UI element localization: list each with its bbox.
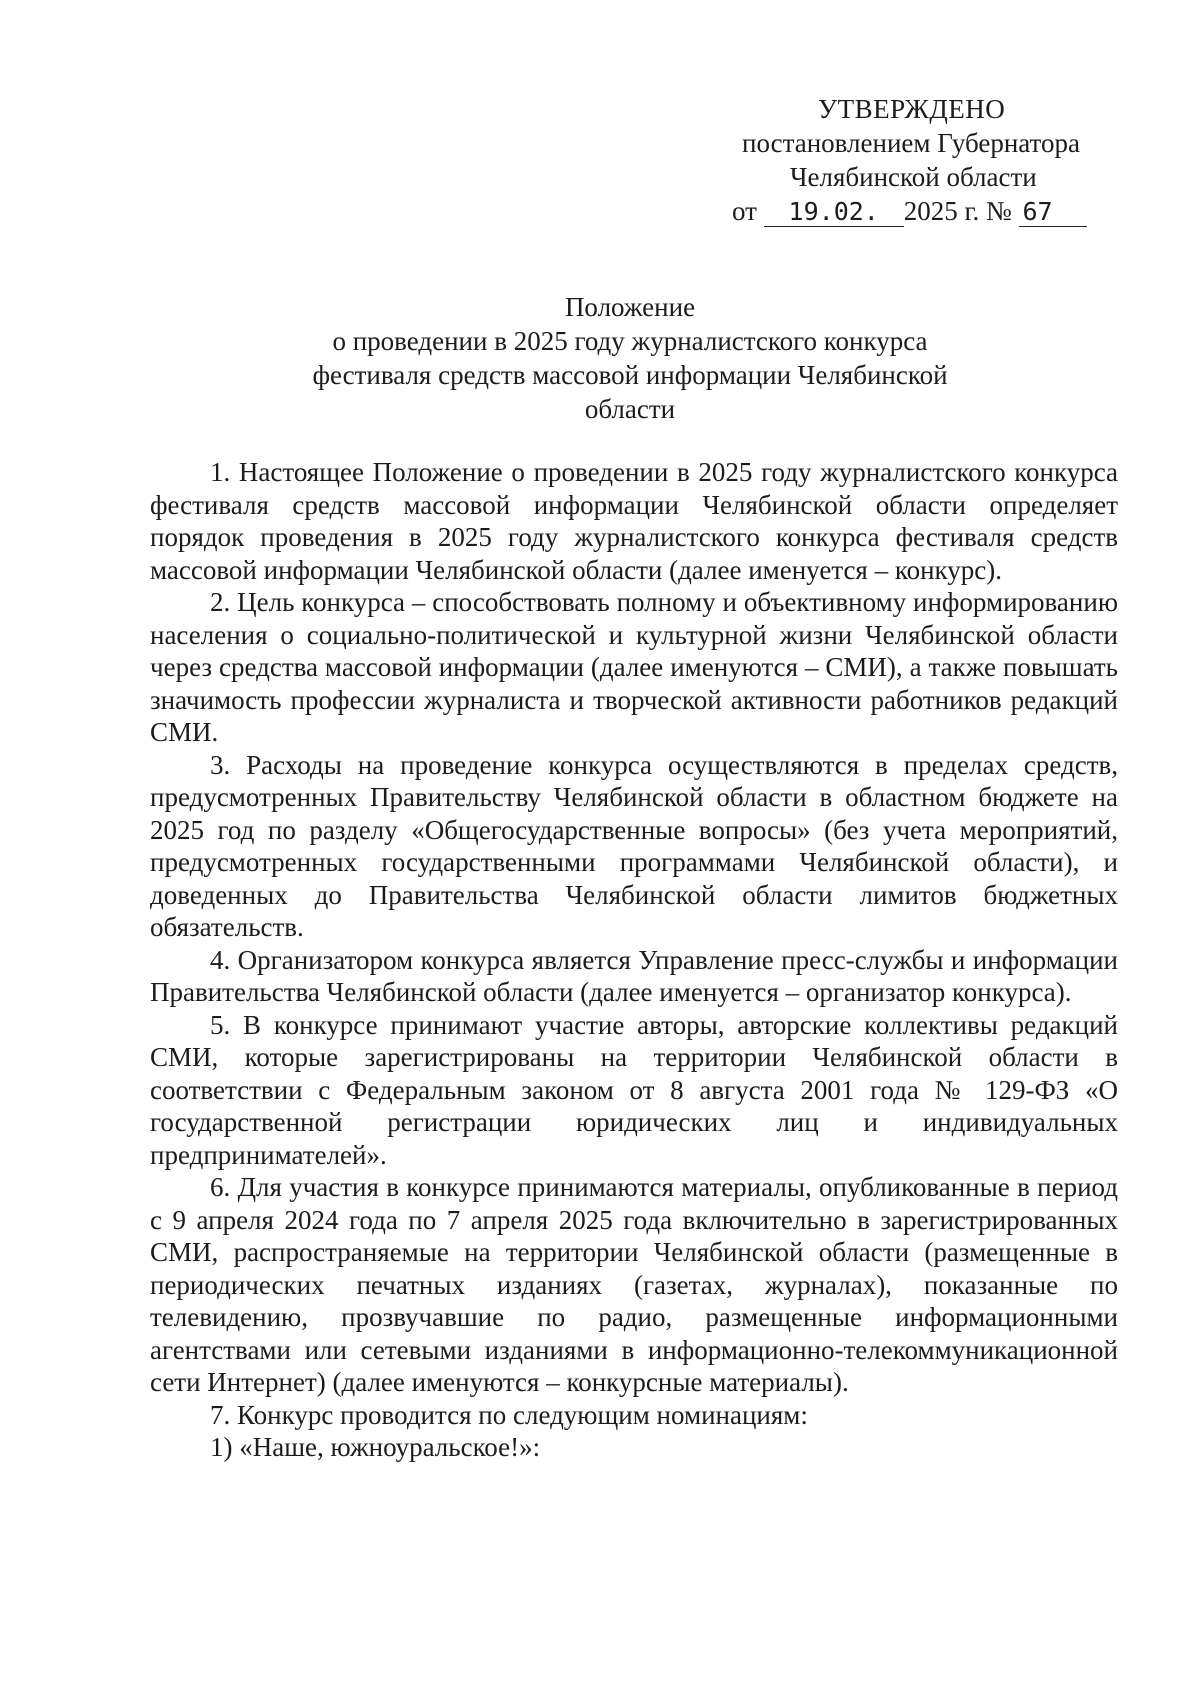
approval-line-2: Челябинской области: [790, 162, 1037, 192]
approval-date: 19.02.: [764, 198, 904, 227]
date-suffix: 2025 г. №: [903, 196, 1012, 226]
date-prefix: от: [732, 196, 757, 226]
paragraph-6: 6. Для участия в конкурсе принимаются материалы, опубликованные в период с 9 апреля 2024 года по 7 апреля 2025 года включительно в зарегистрированных СМИ, распространяемые на территории Челябинской области (размещенные в периодических печатных изданиях (газетах, журналах), показанные по телевидению, прозвучавшие по радио, размещенные информационными агентствами или сетевыми изданиями в информационно-телекоммуникационной сети Интернет) (далее именуются – конкурсные материалы).: [150, 1172, 1118, 1397]
paragraph-7: 7. Конкурс проводится по следующим номинациям:: [210, 1399, 808, 1430]
paragraph-2: 2. Цель конкурса – способствовать полному и объективному информированию населения о социально-политической и культурной жизни Челябинской области через средства массовой информации (далее именуются – СМИ), а также повышать значимость профессии журналиста и творческой активности работников редакций СМИ.: [150, 587, 1118, 747]
paragraph-5: 5. В конкурсе принимают участие авторы, авторские коллективы редакций СМИ, которые зарегистрированы на территории Челябинской области в соответствии с Федеральным законом от 8 августа 2001 года № 129-ФЗ «О государственной регистрации юридических лиц и индивидуальных предпринимателей».: [150, 1009, 1118, 1170]
approval-number: 67: [1019, 198, 1087, 227]
paragraph-3: 3. Расходы на проведение конкурса осуществляются в пределах средств, предусмотренных Правительству Челябинской области в областном бюджете на 2025 год по разделу «Общегосударственные вопросы» (без учета мероприятий, предусмотренных государственными программами Челябинской области), и доведенных до Правительства Челябинской области лимитов бюджетных обязательств.: [150, 749, 1118, 942]
document-heading: [150, 290, 1110, 426]
heading-line-3: фестиваля средств массовой информации Челябинской: [312, 360, 948, 390]
heading-line-2: о проведении в 2025 году журналистского конкурса: [332, 326, 928, 356]
approval-block: [700, 92, 1120, 228]
paragraph-1: 1. Настоящее Положение о проведении в 2025 году журналистского конкурса фестиваля средств массовой информации Челябинской области определяет порядок проведения в 2025 году журналистского конкурса фестиваля средств массовой информации Челябинской области (далее именуется – конкурс).: [150, 457, 1118, 585]
heading-line-1: Положение: [564, 292, 696, 322]
approval-title: УТВЕРЖДЕНО: [818, 94, 1006, 124]
approval-line-1: постановлением Губернатора: [742, 128, 1080, 158]
document-body: [150, 456, 1118, 1464]
paragraph-4: 4. Организатором конкурса является Управление пресс-службы и информации Правительства Челябинской области (далее именуется – организатор конкурса).: [150, 944, 1118, 1007]
nomination-1: 1) «Наше, южноуральское!»:: [210, 1432, 541, 1462]
approval-date-line: [732, 194, 1120, 228]
heading-line-4: области: [584, 394, 676, 424]
